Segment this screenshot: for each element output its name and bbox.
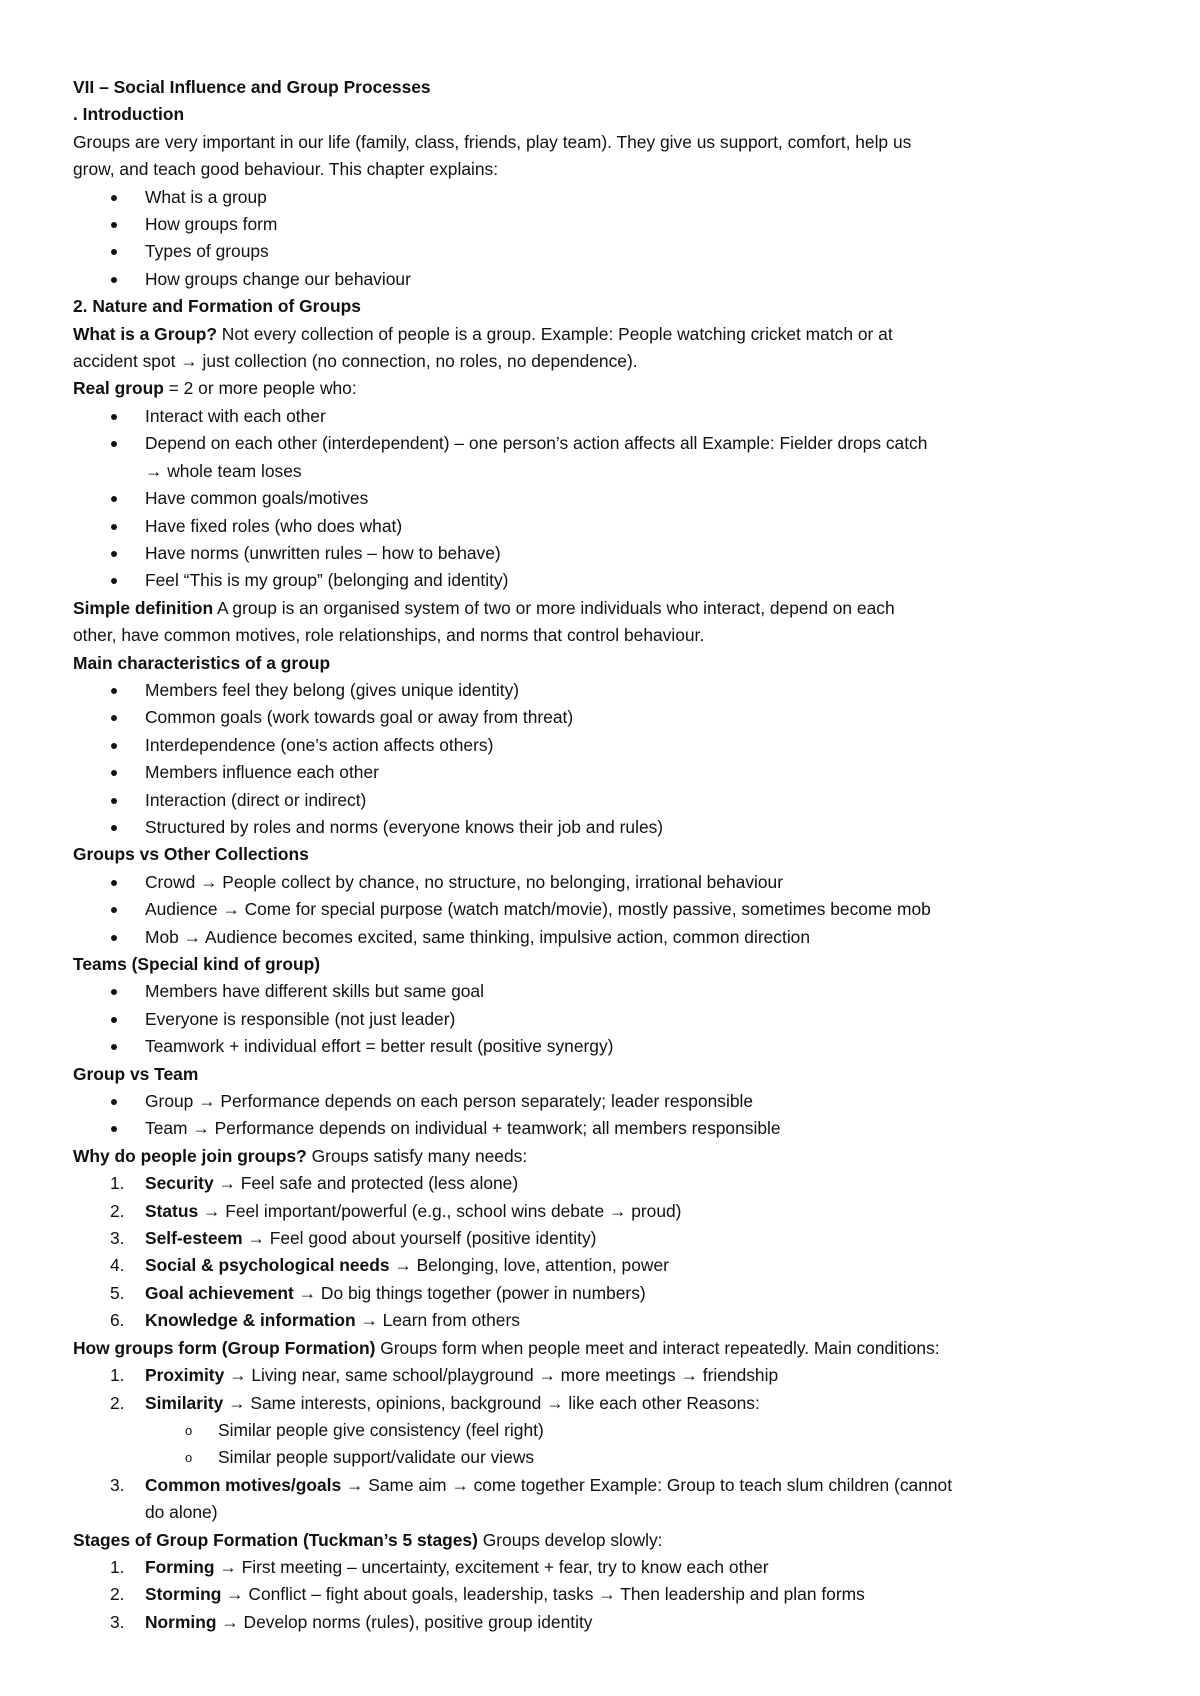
list-term: Norming	[145, 1611, 217, 1632]
list-desc: → Develop norms (rules), positive group identity	[216, 1611, 593, 1632]
real-group-bullet-list	[73, 403, 1133, 595]
why-join-text: Groups satisfy many needs:	[306, 1145, 528, 1166]
list-number: 4.	[110, 1255, 125, 1276]
characteristics-bullet-list	[73, 677, 1133, 841]
list-term: Proximity	[145, 1365, 225, 1386]
list-desc: → Conflict – fight about goals, leadership, tasks → Then leadership and plan forms	[221, 1584, 865, 1605]
list-term: Self-esteem	[145, 1228, 243, 1249]
list-item: Members have different skills but same goal	[73, 978, 1133, 1005]
simple-definition-line-2: other, have common motives, role relationships, and norms that control behaviour.	[73, 625, 705, 646]
list-number: 6.	[110, 1310, 125, 1331]
formation-label: How groups form (Group Formation)	[73, 1337, 376, 1358]
collections-bullet-list	[73, 869, 1133, 951]
list-item: Interaction (direct or indirect)	[73, 787, 1133, 814]
characteristics-heading: Main characteristics of a group	[73, 652, 331, 673]
what-is-group-text: Not every collection of people is a group. Example: People watching cricket match or at	[216, 323, 893, 344]
list-number: 3.	[110, 1611, 125, 1632]
why-join-numbered-list	[73, 1170, 1133, 1334]
list-desc: → Same interests, opinions, background → like each other Reasons:	[223, 1392, 760, 1413]
list-item: Members feel they belong (gives unique identity)	[73, 677, 1133, 704]
list-desc: → First meeting – uncertainty, excitement + fear, try to know each other	[214, 1556, 769, 1577]
list-item	[73, 1362, 1133, 1389]
list-desc: → Do big things together (power in numbers)	[293, 1282, 646, 1303]
intro-paragraph-line-2: grow, and teach good behaviour. This chapter explains:	[73, 159, 499, 180]
list-item-continuation: do alone)	[145, 1502, 218, 1523]
list-item: Depend on each other (interdependent) – one person’s action affects all Example: Fielder drops catch	[73, 430, 1133, 457]
list-desc: → Belonging, love, attention, power	[389, 1255, 669, 1276]
list-term: Common motives/goals	[145, 1474, 342, 1495]
teams-heading: Teams (Special kind of group)	[73, 954, 321, 974]
list-desc: → Feel good about yourself (positive identity)	[242, 1228, 597, 1249]
collections-heading: Groups vs Other Collections	[73, 844, 309, 865]
intro-bullet-list	[73, 184, 1133, 294]
document-title: VII – Social Influence and Group Processes	[73, 77, 431, 97]
list-item	[73, 1280, 1133, 1307]
list-number: 2.	[110, 1200, 125, 1221]
list-desc: → Feel important/powerful (e.g., school wins debate → proud)	[198, 1200, 682, 1221]
list-item: How groups change our behaviour	[73, 266, 1133, 293]
formation-line	[73, 1335, 1133, 1362]
list-item: Teamwork + individual effort = better result (positive synergy)	[73, 1033, 1133, 1060]
sub-list-item	[73, 1444, 1133, 1471]
list-item	[73, 1307, 1133, 1334]
list-number: 1.	[110, 1173, 125, 1194]
simple-definition-line-1	[73, 595, 1133, 622]
sub-list-item	[73, 1417, 1133, 1444]
real-group-label: Real group	[73, 378, 164, 399]
teams-bullet-list	[73, 978, 1133, 1060]
what-is-group-line-1	[73, 321, 1133, 348]
intro-heading: . Introduction	[73, 104, 185, 125]
formation-text: Groups form when people meet and interact repeatedly. Main conditions:	[375, 1337, 940, 1358]
why-join-label: Why do people join groups?	[73, 1145, 307, 1166]
list-item	[73, 1581, 1133, 1608]
list-item: Audience → Come for special purpose (watch match/movie), mostly passive, sometimes become mob	[73, 896, 1133, 923]
list-item: Everyone is responsible (not just leader)	[73, 1006, 1133, 1033]
simple-definition-label: Simple definition	[73, 597, 214, 618]
list-desc: → Same aim → come together Example: Group to teach slum children (cannot	[341, 1474, 953, 1495]
list-item: What is a group	[73, 184, 1133, 211]
sub-list-text: Similar people support/validate our views	[218, 1447, 535, 1468]
list-item: Common goals (work towards goal or away from threat)	[73, 704, 1133, 731]
list-term: Similarity	[145, 1392, 224, 1413]
list-item	[73, 1225, 1133, 1252]
list-item: Crowd → People collect by chance, no structure, no belonging, irrational behaviour	[73, 869, 1133, 896]
list-item	[73, 1609, 1133, 1636]
list-item: Have fixed roles (who does what)	[73, 513, 1133, 540]
list-number: 1.	[110, 1556, 125, 1577]
list-item: Feel “This is my group” (belonging and identity)	[73, 567, 1133, 594]
document-page	[73, 74, 1133, 1636]
stages-numbered-list	[73, 1554, 1133, 1636]
list-item: Members influence each other	[73, 759, 1133, 786]
why-join-line	[73, 1143, 1133, 1170]
list-term: Goal achievement	[145, 1282, 294, 1303]
list-item: Have norms (unwritten rules – how to behave)	[73, 540, 1133, 567]
sub-bullet-marker: o	[185, 1422, 193, 1438]
list-item: Interact with each other	[73, 403, 1133, 430]
list-desc: → Feel safe and protected (less alone)	[213, 1173, 519, 1194]
list-term: Storming	[145, 1584, 222, 1605]
list-desc: → Living near, same school/playground → more meetings → friendship	[224, 1365, 779, 1386]
list-item: Have common goals/motives	[73, 485, 1133, 512]
list-item	[73, 1390, 1133, 1417]
list-number: 2.	[110, 1584, 125, 1605]
list-item: Types of groups	[73, 238, 1133, 265]
simple-definition-text: A group is an organised system of two or more individuals who interact, depend on each	[213, 597, 895, 618]
list-term: Forming	[145, 1556, 215, 1577]
list-item: Mob → Audience becomes excited, same thinking, impulsive action, common direction	[73, 924, 1133, 951]
list-term: Security	[145, 1173, 214, 1194]
stages-text: Groups develop slowly:	[477, 1529, 663, 1550]
list-item	[73, 1252, 1133, 1279]
list-item: Interdependence (one’s action affects others)	[73, 732, 1133, 759]
stages-line	[73, 1527, 1133, 1554]
list-number: 3.	[110, 1474, 125, 1495]
list-term: Status	[145, 1200, 199, 1221]
formation-numbered-list	[73, 1362, 1133, 1526]
list-number: 5.	[110, 1282, 125, 1303]
list-item	[73, 1170, 1133, 1197]
list-item	[73, 1198, 1133, 1225]
sub-bullet-marker: o	[185, 1450, 193, 1466]
list-number: 3.	[110, 1228, 125, 1249]
group-vs-team-heading: Group vs Team	[73, 1063, 199, 1084]
list-item	[73, 1472, 1133, 1499]
what-is-group-line-2: accident spot → just collection (no connection, no roles, no dependence).	[73, 351, 638, 372]
stages-label: Stages of Group Formation (Tuckman’s 5 stages)	[73, 1529, 478, 1550]
real-group-text: = 2 or more people who:	[163, 378, 357, 399]
sub-list-text: Similar people give consistency (feel right)	[218, 1419, 544, 1440]
group-vs-team-bullet-list	[73, 1088, 1133, 1143]
list-desc: → Learn from others	[355, 1310, 520, 1331]
what-is-group-label: What is a Group?	[73, 323, 217, 344]
list-term: Knowledge & information	[145, 1310, 356, 1331]
list-number: 2.	[110, 1392, 125, 1413]
list-item: How groups form	[73, 211, 1133, 238]
real-group-line	[73, 375, 1133, 402]
list-item	[73, 1554, 1133, 1581]
list-item: Structured by roles and norms (everyone knows their job and rules)	[73, 814, 1133, 841]
list-item: Group → Performance depends on each person separately; leader responsible	[73, 1088, 1133, 1115]
list-term: Social & psychological needs	[145, 1255, 390, 1276]
intro-paragraph-line-1: Groups are very important in our life (family, class, friends, play team). They give us support, comfort, help us	[73, 131, 912, 152]
list-item-continuation: → whole team loses	[145, 460, 302, 481]
list-number: 1.	[110, 1365, 125, 1386]
nature-heading: 2. Nature and Formation of Groups	[73, 296, 361, 317]
list-item: Team → Performance depends on individual + teamwork; all members responsible	[73, 1115, 1133, 1142]
